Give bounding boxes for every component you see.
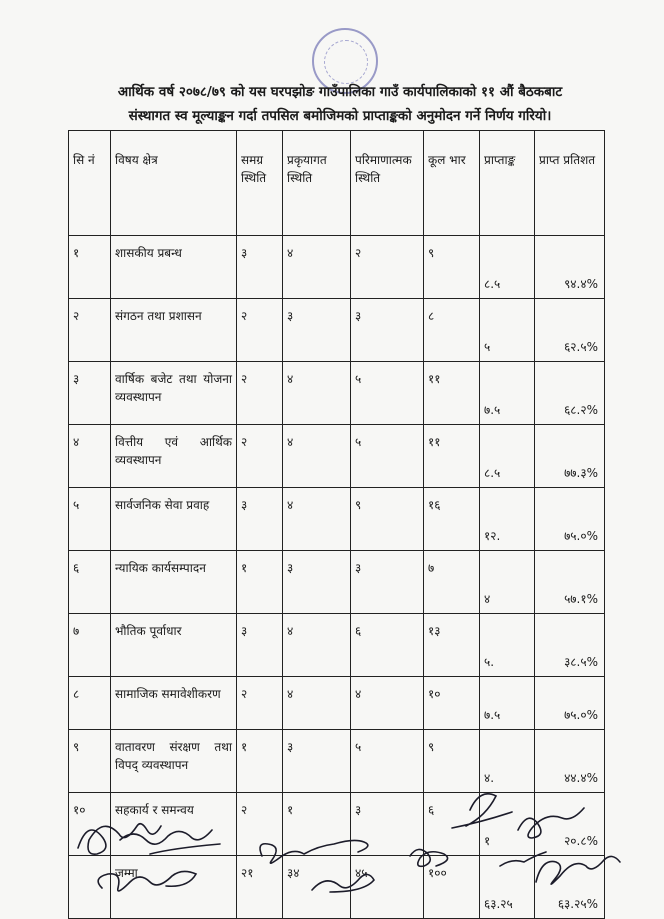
cell-total-weight: ९: [424, 730, 480, 793]
cell-percent: ६२.५%: [535, 299, 605, 362]
cell-score: ४.: [480, 730, 535, 793]
signature-3: [260, 840, 368, 863]
cell-percent: ६८.२%: [535, 362, 605, 425]
cell-total-weight: ११: [424, 425, 480, 488]
heading-line-1: आर्थिक वर्ष २०७८/७९ को यस घरपझोङ गाउँपालिका गाउँ कार्यपालिकाको ११ औं बैठकबाट: [117, 84, 563, 100]
cell-area: भौतिक पूर्वाधार: [111, 614, 237, 677]
cell-area: वातावरण संरक्षण तथा विपद् व्यवस्थापन: [111, 730, 237, 793]
cell-score: ७.५: [480, 677, 535, 730]
table-row: [69, 362, 605, 425]
cell-score: ५.: [480, 614, 535, 677]
cell-quantitative: ५: [351, 362, 424, 425]
col-header-overall: समग्र स्थिति: [237, 131, 283, 236]
cell-process: ४: [283, 677, 351, 730]
cell-sn: १: [69, 236, 111, 299]
table-row: [69, 425, 605, 488]
table-row: [69, 299, 605, 362]
cell-score: १२.: [480, 488, 535, 551]
cell-overall: १: [237, 730, 283, 793]
col-header-percent: प्राप्त प्रतिशत: [535, 131, 605, 236]
cell-overall: ३: [237, 488, 283, 551]
cell-process: ३: [283, 730, 351, 793]
cell-area: सार्वजनिक सेवा प्रवाह: [111, 488, 237, 551]
cell-quantitative: ४५: [351, 856, 424, 919]
signature-4: [98, 871, 196, 890]
cell-area: संगठन तथा प्रशासन: [111, 299, 237, 362]
col-header-sn: सि नं: [69, 131, 111, 236]
cell-process: ४: [283, 425, 351, 488]
cell-total-weight: ७: [424, 551, 480, 614]
signature-2: [120, 830, 220, 854]
cell-percent: ९४.४%: [535, 236, 605, 299]
col-header-quantitative: परिमाणात्मक स्थिति: [351, 131, 424, 236]
cell-score: ७.५: [480, 362, 535, 425]
cell-sn: ३: [69, 362, 111, 425]
cell-overall: २: [237, 677, 283, 730]
cell-area: वित्तीय एवं आर्थिक व्यवस्थापन: [111, 425, 237, 488]
col-header-score: प्राप्ताङ्क: [480, 131, 535, 236]
cell-sn: ४: [69, 425, 111, 488]
cell-total-weight: ८: [424, 299, 480, 362]
cell-percent: ७५.०%: [535, 488, 605, 551]
cell-sn: १०: [69, 793, 111, 856]
cell-percent: ३८.५%: [535, 614, 605, 677]
cell-percent: ७५.०%: [535, 677, 605, 730]
cell-total-weight: १०: [424, 677, 480, 730]
cell-sn: ८: [69, 677, 111, 730]
signature-7: [452, 794, 512, 828]
cell-process: ४: [283, 614, 351, 677]
cell-sn: ६: [69, 551, 111, 614]
cell-area: सामाजिक समावेशीकरण: [111, 677, 237, 730]
cell-process: ४: [283, 488, 351, 551]
cell-percent: ५७.१%: [535, 551, 605, 614]
signature-5: [312, 874, 374, 892]
cell-process: ४: [283, 362, 351, 425]
cell-overall: १: [237, 551, 283, 614]
cell-area: शासकीय प्रबन्ध: [111, 236, 237, 299]
col-header-process: प्रकृयागत स्थिति: [283, 131, 351, 236]
cell-process: ३: [283, 299, 351, 362]
cell-overall: २: [237, 425, 283, 488]
signature-1: [78, 824, 161, 854]
cell-sn: ५: [69, 488, 111, 551]
cell-quantitative: ३: [351, 299, 424, 362]
cell-process: ३४: [283, 856, 351, 919]
cell-sn: ९: [69, 730, 111, 793]
signatures-area: [0, 770, 664, 910]
cell-total-weight: ९: [424, 236, 480, 299]
cell-overall: ३: [237, 236, 283, 299]
table-header-row: [69, 131, 605, 236]
cell-overall: २१: [237, 856, 283, 919]
cell-score: ८.५: [480, 236, 535, 299]
cell-score: ८.५: [480, 425, 535, 488]
cell-percent: ७७.३%: [535, 425, 605, 488]
cell-total-weight: १३: [424, 614, 480, 677]
table-row: [69, 236, 605, 299]
table-row: [69, 614, 605, 677]
col-header-area: विषय क्षेत्र: [111, 131, 237, 236]
cell-percent: ६३.२५%: [535, 856, 605, 919]
cell-score: ४: [480, 551, 535, 614]
col-header-total-weight: कूल भार: [424, 131, 480, 236]
cell-quantitative: ५: [351, 730, 424, 793]
cell-percent: ४४.४%: [535, 730, 605, 793]
cell-total-weight: १००: [424, 856, 480, 919]
cell-overall: २: [237, 362, 283, 425]
cell-quantitative: २: [351, 236, 424, 299]
cell-score: ५: [480, 299, 535, 362]
heading-line-2: संस्थागत स्व मूल्याङ्कन गर्दा तपसिल बमोजिमको प्राप्ताङ्कको अनुमोदन गर्ने निर्णय गरियो।: [128, 108, 552, 124]
table-row: [69, 677, 605, 730]
table-row: [69, 488, 605, 551]
cell-area: सहकार्य र समन्वय: [111, 793, 237, 856]
cell-sn: ७: [69, 614, 111, 677]
cell-score: १: [480, 793, 535, 856]
cell-quantitative: ९: [351, 488, 424, 551]
cell-percent: २०.८%: [535, 793, 605, 856]
cell-total-weight: ११: [424, 362, 480, 425]
cell-overall: ३: [237, 614, 283, 677]
cell-quantitative: ६: [351, 614, 424, 677]
cell-quantitative: ५: [351, 425, 424, 488]
cell-sn: २: [69, 299, 111, 362]
signature-6: [410, 849, 448, 866]
cell-area: न्यायिक कार्यसम्पादन: [111, 551, 237, 614]
signature-8: [500, 808, 584, 866]
cell-quantitative: ४: [351, 677, 424, 730]
cell-area: जम्मा: [111, 856, 237, 919]
signature-9: [536, 856, 620, 884]
cell-process: १: [283, 793, 351, 856]
cell-overall: २: [237, 793, 283, 856]
cell-quantitative: ३: [351, 551, 424, 614]
decision-heading: [60, 80, 620, 128]
cell-total-weight: १६: [424, 488, 480, 551]
cell-process: ४: [283, 236, 351, 299]
cell-overall: २: [237, 299, 283, 362]
table-row: [69, 551, 605, 614]
cell-process: ३: [283, 551, 351, 614]
cell-total-weight: ६: [424, 793, 480, 856]
cell-area: वार्षिक बजेट तथा योजना व्यवस्थापन: [111, 362, 237, 425]
cell-score: ६३.२५: [480, 856, 535, 919]
cell-quantitative: ३: [351, 793, 424, 856]
